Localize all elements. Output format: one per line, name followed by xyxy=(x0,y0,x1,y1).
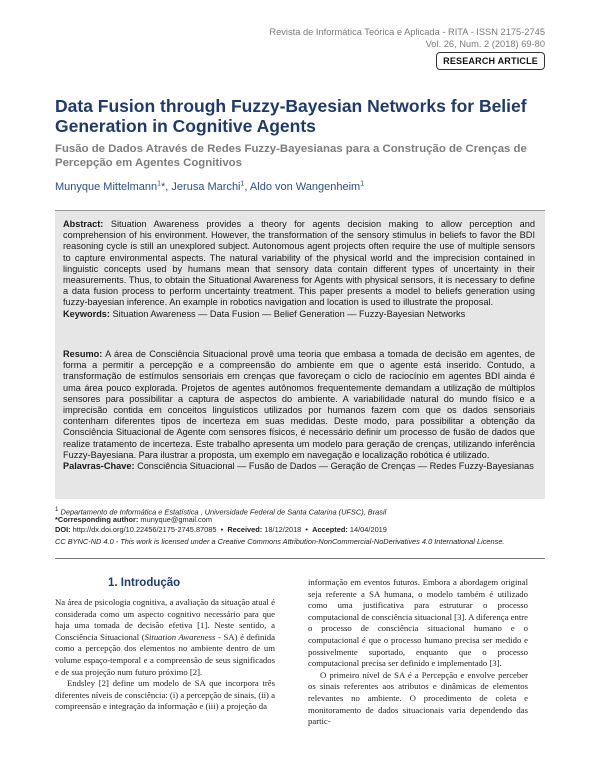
palavras-chave-label: Palavras-Chave: xyxy=(63,461,135,472)
paragraph: Endsley [2] define um modelo de SA que incorpora três diferentes níveis de consciência: (i) a percepção de sinais, (ii) a compreensão e integração da informação e (iii) a projeção da xyxy=(55,678,275,712)
divider xyxy=(55,558,545,559)
abstract-pt xyxy=(63,349,535,472)
journal-header xyxy=(185,27,545,50)
paragraph: informação em eventos futuros. Embora a abordagem original seja referente a SA humana, o modelo também é utilizado como uma justificativa para estruturar o processo computacional de consciência situacional [3]. A diferença entre o processo de consciência situacional humano e o computacional é que o processo humano precisa ser medido e possivelmente suportado, enquanto que o processo computacional precisa ser definido e implementado [3]. xyxy=(308,577,528,669)
author: Munyque Mittelmann$^1$*, xyxy=(55,180,172,193)
section-heading: 1. Introdução xyxy=(108,577,181,589)
corresponding-author: *Corresponding author: munyque@gmail.com xyxy=(55,515,213,524)
author-list xyxy=(55,180,555,193)
paragraph: O primeiro nível de SA é a Percepção e envolve perceber os sinais referentes aos atributos e dinâmicas de elementos relevantes no ambiente. O procedimento de coleta e monitoramento de dados situacionais varia dependendo das partic- xyxy=(308,669,528,727)
resumo-text: A área de Consciência Situacional provê uma teoria que embasa a tomada de decisão em agentes, de forma a permitir a percepção e a compreensão do ambiente em que o agente está inserido. Contudo, a transformação de estímulos sensoriais em crenças que favoreçam o ciclo de raciocínio em agentes BDI ainda é uma área pouco explorada. Projetos de agentes autônomos frequentemente demandam a utilização de múltiplos sensores para possibilitar a captura de aspectos do ambiente. A variabilidade natural do mundo físico e a imprecisão contida em conceitos linguísticos utilizados por humanos fazem com que os dados sensoriais contenham diferentes tipos de incerteza em suas medidas. Deste modo, para possibilitar a obtenção da Consciência Situacional de Agente com sensores físicos, é necessário definir um processo de fusão de dados que realize tratamento de incerteza. Este trabalho apresenta um modelo para geração de crenças, utilizando inferência Fuzzy-Bayesiana. Para ilustrar a proposta, um exemplo em navegação e localização robótica é utilizado. xyxy=(63,349,535,460)
left-column xyxy=(55,597,275,713)
resumo-label: Resumo: xyxy=(63,349,103,359)
doi-link[interactable]: http://dx.doi.org/10.22456/2175-2745.87085 xyxy=(72,525,217,534)
abstract-box xyxy=(55,210,545,499)
abstract-label: Abstract: xyxy=(63,219,104,229)
keywords-text: Situation Awareness — Data Fusion — Belief Generation — Fuzzy-Bayesian Networks xyxy=(112,308,466,319)
author: Jerusa Marchi$^1$, xyxy=(171,180,250,193)
paper-title: Data Fusion through Fuzzy-Bayesian Networks for Belief Generation in Cognitive Agents xyxy=(55,96,527,136)
abstract-text: Situation Awareness provides a theory for agents decision making to allow perception and comprehension of his environment. However, the transformation of the sensory stimulus in beliefs to favor the BDI reasoning cycle is still an unexplored subject. Autonomous agent projects often require the use of multiple sensors to capture environmental aspects. The natural variability of the physical world and the imprecision contained in linguistic concepts used by humans mean that sensory data contain different types of uncertainty in their measurements. Thus, to obtain the Situational Awareness for Agents with physical sensors, it is necessary to define a data fusion process to perform uncertainty treatment. This paper presents a model to beliefs generation using fuzzy-bayesian inference. An example in robotics navigation and location is used to illustrate the proposal. xyxy=(63,219,535,308)
article-type-badge: RESEARCH ARTICLE xyxy=(436,52,545,70)
right-column xyxy=(308,577,528,728)
journal-name: Revista de Informática Teórica e Aplicada - RITA - ISSN 2175-2745 xyxy=(269,27,545,37)
doi-dates: DOI: http://dx.doi.org/10.22456/2175-2745.87085 • Received: 18/12/2018 • Accepted: 14/04/2019 xyxy=(55,525,387,534)
keywords-label: Keywords: xyxy=(63,308,110,319)
author-email[interactable]: munyque@gmail.com xyxy=(140,515,213,524)
journal-volume: Vol. 26, Num. 2 (2018) 69-80 xyxy=(425,38,545,49)
author: Aldo von Wangenheim$^1$ xyxy=(249,180,365,193)
paragraph: Na área de psicologia cognitiva, a avaliação da situação atual é considerada como um aspecto cognitivo necessário para que haja uma tomada de decisão efetiva [1]. Neste sentido, a Consciência Situacional (Situation Awareness - SA) é definida como a percepção dos elementos no ambiente dentro de um volume espaço-temporal e a compreensão de seus significados e de sua projeção num futuro próximo [2]. xyxy=(55,597,276,677)
license-note: CC BYNC-ND 4.0 - This work is licensed under a Creative Commons Attribution-NonCommercial-NoDerivatives 4.0 International License. xyxy=(55,537,505,546)
paper-subtitle: Fusão de Dados Através de Redes Fuzzy-Bayesianas para a Construção de Crenças de Percepção em Agentes Cognitivos xyxy=(55,143,527,169)
palavras-chave-text: Consciência Situacional — Fusão de Dados — Geração de Crenças — Redes Fuzzy-Bayesianas xyxy=(137,461,534,472)
abstract-en xyxy=(63,219,535,320)
affiliation-footnote: $^1$ Departamento de Informática e Estatística , Universidade Federal de Santa Catarina (UFSC), Brasil xyxy=(55,506,387,517)
